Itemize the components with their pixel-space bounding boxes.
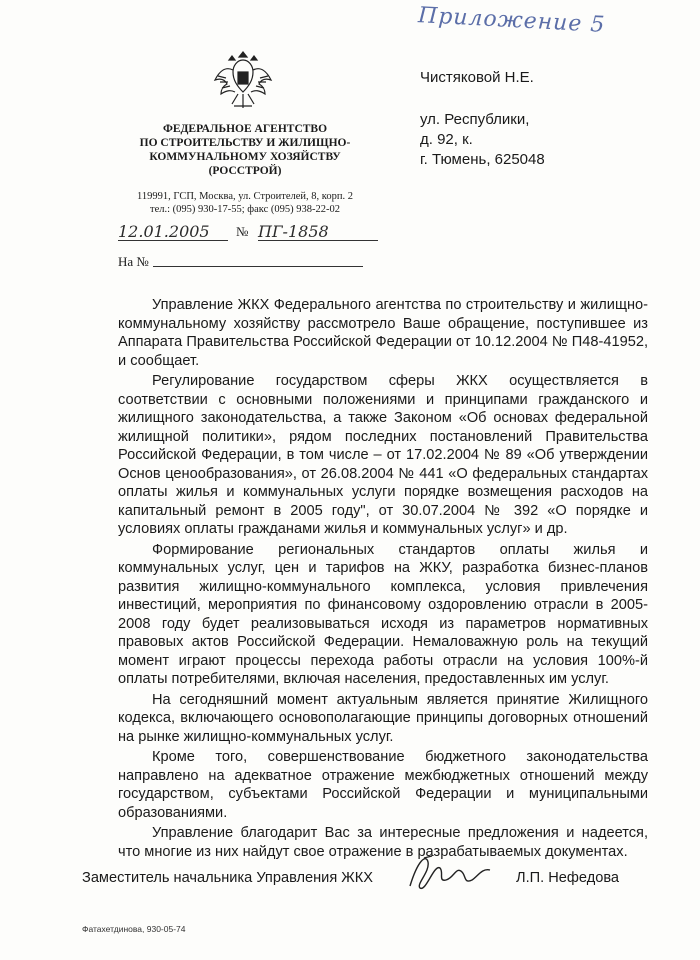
body-paragraph: Формирование региональных стандартов оплаты жилья и коммунальных услуг, цен и тарифов на ЖКУ, разработка бизнес-планов развития жилищно-коммунального комплекса, условия привлечения инвестиций, мероприятия по финансовому оздоровлению отрасли в 2005-2008 году будет реализовываться исходя из параметров нормативных правовых актов Российской Федерации. Немаловажную роль на текущий момент играют процессы перехода работы отрасли на условия 100%-й оплаты потребителями, включая населения, предоставленных им услуг.: [118, 541, 648, 687]
signatory-name: Л.П. Нефедова: [516, 870, 620, 886]
body-paragraph: Управление благодарит Вас за интересные предложения и надеется, что многие из них найдут свое отражение в разрабатываемых документах.: [118, 825, 648, 860]
recipient-block: [420, 68, 545, 170]
recipient-house: д. 92, к.: [420, 131, 473, 148]
phone-fax-line: тел.: (095) 930-17-55; факс (095) 938-22-02: [149, 204, 340, 215]
agency-address: [90, 190, 400, 216]
number-label: №: [236, 224, 249, 239]
agency-line: ФЕДЕРАЛЬНОЕ АГЕНТСТВО: [162, 123, 328, 135]
outgoing-reference: [118, 222, 378, 242]
number-underline: [258, 240, 378, 241]
letter-body: [118, 296, 648, 863]
recipient-street: ул. Республики,: [420, 111, 530, 128]
incoming-reference: [118, 254, 363, 270]
body-paragraph: Кроме того, совершенствование бюджетного законодательства направлено на адекватное отражение межбюджетных отношений между государством, субъектами Российской Федерации и муниципальными образованиями.: [118, 749, 648, 821]
address-line: 119991, ГСП, Москва, ул. Строителей, 8, корп. 2: [137, 191, 353, 202]
body-paragraph: На сегодняшний момент актуальным является принятие Жилищного кодекса, включающего основополагающие принципы договорных отношений на рынке жилищно-коммунальных услуг.: [118, 691, 648, 745]
handwritten-annotation: Приложение 5: [417, 3, 606, 38]
agency-name: [90, 122, 400, 178]
handwritten-signature: [404, 850, 496, 894]
agency-line: КОММУНАЛЬНОМУ ХОЗЯЙСТВУ: [149, 151, 341, 163]
outgoing-number: ПГ-1858: [258, 222, 329, 241]
coat-of-arms-icon: [212, 46, 274, 114]
body-paragraph: Управление ЖКХ Федерального агентства по строительству и жилищно-коммунальному хозяйству рассмотрело Ваше обращение, поступившее из Аппарата Правительства Российской Федерации от 10.12.2004 № П48-41952, и сообщает.: [118, 297, 648, 369]
recipient-name: Чистяковой Н.Е.: [420, 69, 534, 86]
agency-line: ПО СТРОИТЕЛЬСТВУ И ЖИЛИЩНО-: [139, 137, 351, 149]
onref-label: На №: [118, 254, 149, 269]
outgoing-date: 12.01.2005: [118, 222, 210, 241]
recipient-city: г. Тюмень, 625048: [420, 151, 545, 168]
agency-line: (РОССТРОЙ): [208, 165, 282, 177]
date-underline: [118, 240, 228, 241]
onref-blank-line: [153, 266, 363, 267]
body-paragraph: Регулирование государством сферы ЖКХ осуществляется в соответствии с основными положениями и принципами гражданского и жилищного законодательства, а также Законом «Об основах федеральной жилищной политики», рядом последних постановлений Правительства Российской Федерации, в том числе – от 17.02.2004 № 89 «Об утверждении Основ ценообразования», от 26.08.2004 № 441 «О федеральных стандартах оплаты жилья и коммунальных услуги порядке возмещения расходов на капитальный ремонт в 2005 году", от 30.07.2004 № 392 «О порядке и условиях оплаты гражданами жилья и коммунальных услуг» и др.: [118, 373, 648, 537]
executor-footer: Фатахетдинова, 930-05-74: [82, 924, 186, 934]
signatory-title: Заместитель начальника Управления ЖКХ: [82, 870, 373, 886]
